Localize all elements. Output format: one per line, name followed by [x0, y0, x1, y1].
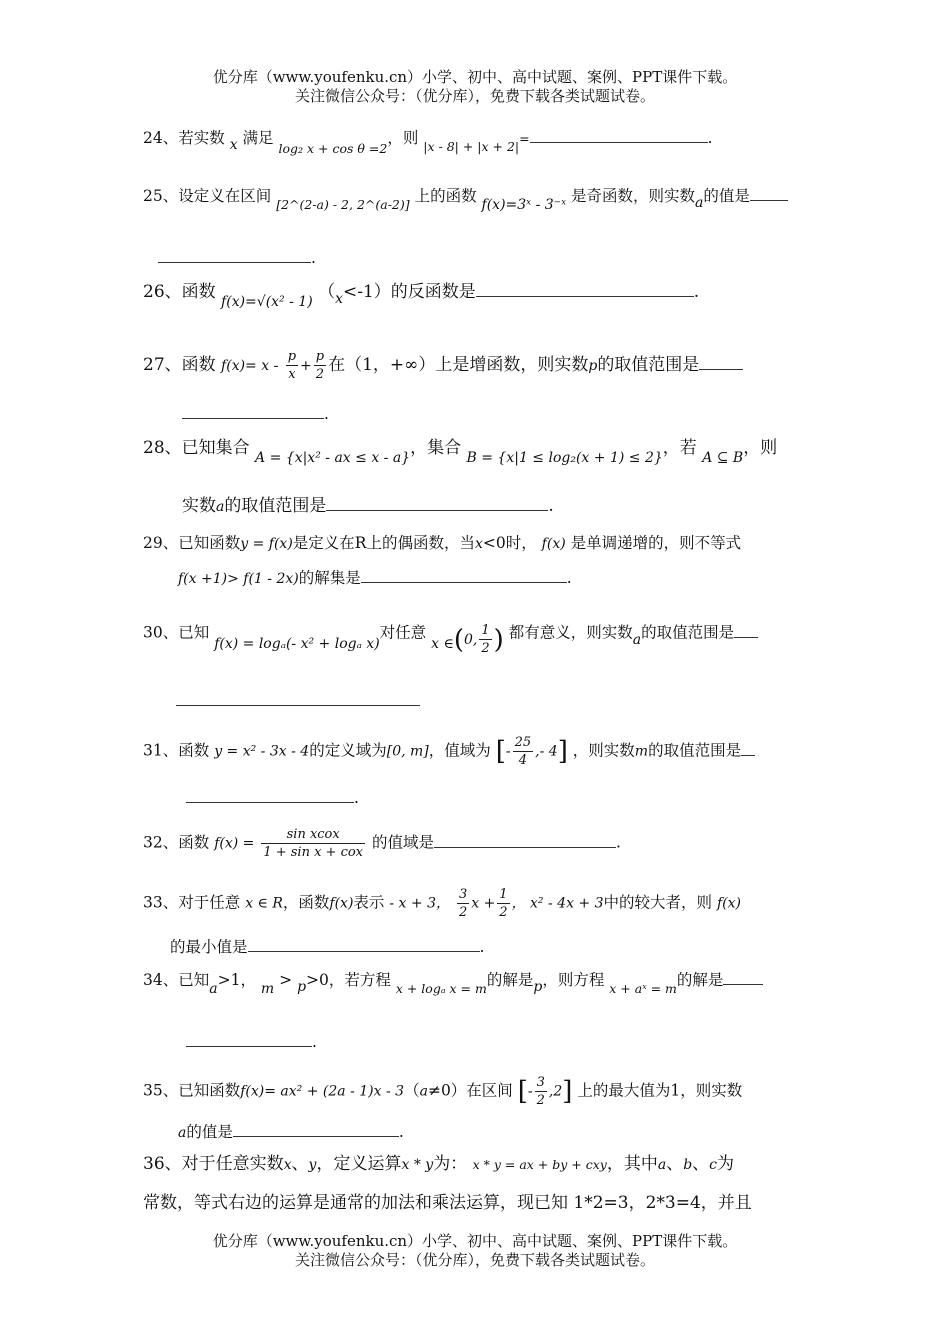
question-28: 28、已知集合 $_{A = \{x|x^2 - ax \le x - a\}}$，集合 $_{B = \{x|1 \le log_2(x + 1) \le 2\}}$，若 $_{A ⊆ B}$，则: [143, 438, 778, 466]
fraction-p-over-x: $\frac{p}{x}$: [287, 349, 297, 382]
question-36: 36、对于任意实数x、y，定义运算x * y为： x * y = ax + by + cxy，其中a、b、c为: [143, 1154, 735, 1174]
question-34-continued: .: [186, 1030, 317, 1054]
question-31: 31、函数 y = x² - 3x - 4的定义域为[0, m]，值域为 [- $\frac{25}{4}$ ,- 4] ，则实数m的取值范围是: [143, 734, 808, 769]
question-32: 32、函数 f(x) = $\frac{\text{sin xcox}}{\text{1 + sin x + cox}}$ 的值域是 .: [143, 827, 621, 860]
question-25: 25、设定义在区间 $_{[2\^{}(2-a) - 2, 2\^{}(a-2)]}$ 上的函数 f(x)=3ˣ - 3⁻ˣ 是奇函数，则实数a的值是: [143, 184, 808, 209]
question-35: 35、已知函数f(x)= ax² + (2a - 1)x - 3（a≠0）在区间 [- $\frac{3}{2}$ ,2] 上的最大值为1，则实数: [143, 1075, 743, 1108]
question-26: 26、函数 $_{f(x)=√(x^2 - 1)}$ $(_x<-1)$的反函数是 .: [143, 282, 700, 310]
question-36-line-2: 常数，等式右边的运算是通常的加法和乘法运算，现已知 1*2=3，2*3=4，并且: [143, 1193, 752, 1213]
question-29-continued: f(x +1)> f(1 - 2x)的解集是 .: [178, 569, 572, 587]
question-34: 34、已知a>1， m > p>0，若方程 $_{x + log_a x = m}$的解是p，则方程 $_{x + aˣ = m}$的解是: [143, 968, 808, 993]
question-29: 29、已知函数y = f(x)是定义在R上的偶函数，当x<0时， f(x) 是单调递增的，则不等式: [143, 534, 742, 552]
question-30: 30、已知 f(x) = logₐ(- x² + logₐ x)对任意 x ∈(0, $\frac{1}{2}$ ) 都有意义，则实数a的取值范围是: [143, 616, 808, 651]
question-35-continued: a的值是 .: [178, 1123, 404, 1141]
question-33-continued: 的最小值是 .: [170, 938, 485, 956]
question-24: 24、若实数 x 满足 $_{log_2 x + cos \theta =2}$，则 $_{|x - 8| + |x + 2|}$= .: [143, 129, 713, 156]
question-27: 27、函数 f(x)= x - $\frac{p}{x}$ + $\frac{p}{2}$ 在（1，+∞）上是增函数，则实数p的取值范围是: [143, 348, 808, 383]
header-line-2: 关注微信公众号：（优分库），免费下载各类试题试卷。: [294, 87, 655, 105]
header-line-1: 优分库（www.youfenku.cn）小学、初中、高中试题、案例、PPT课件下载。: [212, 68, 738, 86]
question-33: 33、对于任意 x ∈ R，函数f(x)表示 - x + 3， $\frac{3}{2}$ x + $\frac{1}{2}$ ， x² - 4x + 3中的较大者，则 f(x): [143, 887, 741, 920]
question-27-continued: .: [182, 402, 329, 426]
question-25-continued: .: [158, 246, 316, 270]
footer-line-1: 优分库（www.youfenku.cn）小学、初中、高中试题、案例、PPT课件下载。: [212, 1232, 738, 1250]
question-30-answer-line: [176, 704, 420, 706]
question-31-continued: .: [186, 786, 359, 810]
fraction-p-over-2: $\frac{p}{2}$: [315, 349, 325, 382]
question-28-continued: 实数a的取值范围是 .: [182, 496, 554, 516]
footer-line-2: 关注微信公众号：（优分库），免费下载各类试题试卷。: [294, 1251, 655, 1269]
